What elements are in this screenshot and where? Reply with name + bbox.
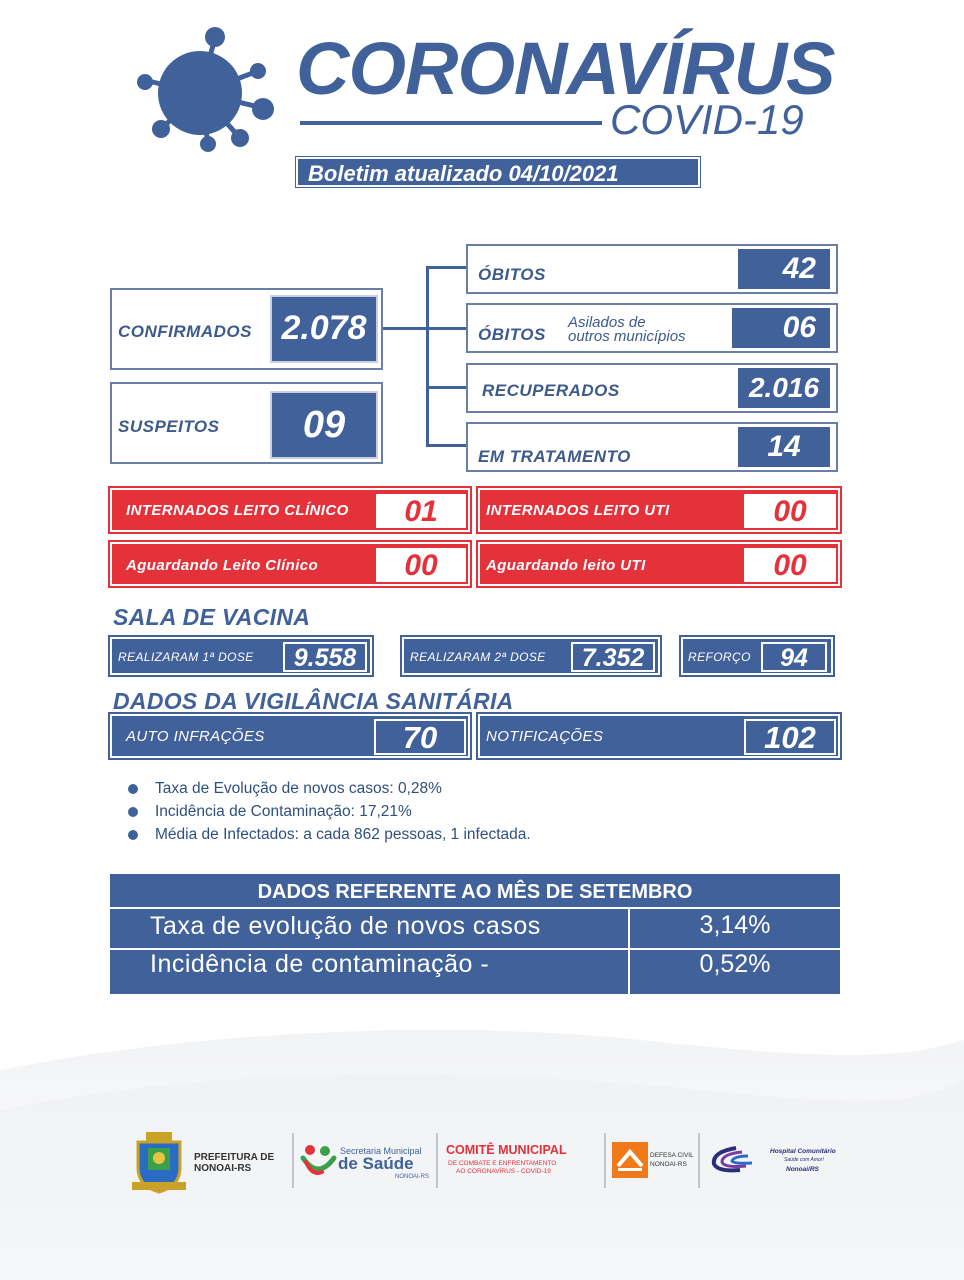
notificacoes-card bbox=[478, 714, 840, 758]
comite-line2: DE COMBATE E ENFRENTAMENTO bbox=[448, 1160, 557, 1167]
dose1-value: 9.558 bbox=[283, 642, 367, 672]
footer-divider bbox=[604, 1133, 606, 1188]
aguardando-clinico-card bbox=[110, 542, 470, 586]
monthly-table-title: DADOS REFERENTE AO MÊS DE SETEMBRO bbox=[257, 881, 693, 903]
footer-divider bbox=[292, 1133, 294, 1188]
internados-clinico-label: INTERNADOS LEITO CLÍNICO bbox=[126, 502, 349, 519]
page-title: CORONAVÍRUS bbox=[296, 27, 835, 110]
defesa-civil-logo-icon bbox=[612, 1142, 648, 1178]
connector-tratamento bbox=[426, 444, 468, 447]
list-item bbox=[128, 824, 531, 847]
saude-line3: NONOAI-RS bbox=[395, 1174, 430, 1180]
bullet-icon bbox=[128, 830, 138, 840]
aguardando-uti-label: Aguardando leito UTI bbox=[486, 557, 646, 574]
internados-uti-label: INTERNADOS LEITO UTI bbox=[486, 502, 670, 519]
confirmados-card bbox=[110, 288, 383, 370]
list-item-text: Incidência de Contaminação: 17,21% bbox=[155, 803, 412, 820]
list-item bbox=[128, 801, 531, 824]
comite-line3: AO CORONAVÍRUS - COVID-19 bbox=[456, 1168, 551, 1175]
indicator-list bbox=[128, 778, 531, 847]
virus-icon bbox=[130, 25, 280, 160]
prefeitura-line2: NONOAI-RS bbox=[194, 1163, 252, 1174]
table-cell-label: Taxa de evolução de novos casos bbox=[150, 912, 541, 940]
bullet-icon bbox=[128, 807, 138, 817]
comite-line1: COMITÊ MUNICIPAL bbox=[446, 1143, 567, 1157]
obitos-asilados-note-2: outros municípios bbox=[568, 328, 686, 345]
footer-divider bbox=[698, 1133, 700, 1188]
prefeitura-coat-of-arms-icon bbox=[128, 1128, 190, 1194]
dose2-card bbox=[402, 637, 660, 675]
reforco-label: REFORÇO bbox=[688, 650, 751, 664]
internados-uti-card bbox=[478, 488, 840, 532]
defesa-line2: NONOAI-RS bbox=[650, 1161, 687, 1168]
page-subtitle: COVID-19 bbox=[610, 96, 804, 143]
table-cell-value: 0,52% bbox=[699, 950, 771, 978]
auto-infracoes-label: AUTO INFRAÇÕES bbox=[126, 728, 265, 745]
obitos-asilados-note-1: Asilados de bbox=[568, 314, 646, 331]
table-cell-label: Incidência de contaminação - bbox=[150, 950, 490, 978]
internados-uti-value: 00 bbox=[744, 494, 836, 528]
suspeitos-card bbox=[110, 382, 383, 464]
dose2-value: 7.352 bbox=[571, 642, 655, 672]
recuperados-label: RECUPERADOS bbox=[482, 381, 620, 400]
recuperados-card bbox=[466, 363, 838, 413]
bulletin-date: Boletim atualizado 04/10/2021 bbox=[296, 157, 700, 187]
reforco-value: 94 bbox=[761, 642, 827, 672]
aguardando-uti-value: 00 bbox=[744, 548, 836, 582]
connector-obitos-asilados bbox=[426, 327, 468, 330]
suspeitos-label: SUSPEITOS bbox=[118, 417, 220, 436]
dose2-label: REALIZARAM 2ª DOSE bbox=[410, 650, 546, 664]
vigilancia-section-title: DADOS DA VIGILÂNCIA SANITÁRIA bbox=[113, 688, 514, 714]
prefeitura-line1: PREFEITURA DE bbox=[194, 1152, 275, 1163]
dose1-label: REALIZARAM 1ª DOSE bbox=[118, 650, 254, 664]
obitos-asilados-value: 06 bbox=[732, 308, 830, 348]
em-tratamento-label: EM TRATAMENTO bbox=[478, 447, 631, 466]
internados-clinico-card bbox=[110, 488, 470, 532]
table-column-divider bbox=[628, 907, 630, 994]
auto-infracoes-value: 70 bbox=[374, 719, 466, 755]
table-row bbox=[110, 909, 840, 950]
notificacoes-value: 102 bbox=[744, 719, 836, 755]
hospital-line1: Hospital Comunitário bbox=[770, 1148, 836, 1155]
monthly-table bbox=[110, 874, 840, 994]
internados-clinico-value: 01 bbox=[376, 494, 466, 528]
defesa-line1: DEFESA CIVIL bbox=[650, 1152, 694, 1159]
confirmados-value: 2.078 bbox=[270, 295, 378, 363]
bullet-icon bbox=[128, 784, 138, 794]
reforco-card bbox=[681, 637, 833, 675]
saude-logo-icon bbox=[298, 1142, 340, 1182]
suspeitos-value: 09 bbox=[270, 391, 378, 459]
saude-line1: Secretaria Municipal bbox=[340, 1146, 422, 1156]
obitos-card bbox=[466, 244, 838, 294]
hospital-line2: Saúde com Amor! bbox=[784, 1157, 824, 1163]
aguardando-uti-card bbox=[478, 542, 840, 586]
obitos-label: ÓBITOS bbox=[478, 265, 546, 284]
dose1-card bbox=[110, 637, 372, 675]
footer-divider bbox=[436, 1133, 438, 1188]
obitos-value: 42 bbox=[738, 249, 830, 289]
auto-infracoes-card bbox=[110, 714, 470, 758]
em-tratamento-card bbox=[466, 422, 838, 472]
hospital-logo-icon bbox=[708, 1144, 768, 1174]
connector-horizontal bbox=[383, 327, 428, 330]
list-item bbox=[128, 778, 531, 801]
obitos-asilados-card bbox=[466, 303, 838, 353]
obitos-asilados-label: ÓBITOS bbox=[478, 325, 546, 344]
list-item-text: Média de Infectados: a cada 862 pessoas, 1 infectada. bbox=[155, 826, 531, 843]
aguardando-clinico-label: Aguardando Leito Clínico bbox=[126, 557, 319, 574]
connector-vertical bbox=[426, 266, 429, 446]
notificacoes-label: NOTIFICAÇÕES bbox=[486, 728, 604, 745]
hospital-line3: Nonoai/RS bbox=[786, 1166, 819, 1173]
aguardando-clinico-value: 00 bbox=[376, 548, 466, 582]
connector-recuperados bbox=[426, 386, 468, 389]
table-cell-value: 3,14% bbox=[699, 911, 771, 939]
confirmados-label: CONFIRMADOS bbox=[118, 322, 252, 341]
recuperados-value: 2.016 bbox=[738, 368, 830, 408]
table-row bbox=[110, 950, 840, 991]
saude-line2: de Saúde bbox=[338, 1154, 414, 1173]
title-divider bbox=[300, 121, 602, 125]
vacina-section-title: SALA DE VACINA bbox=[113, 604, 311, 630]
em-tratamento-value: 14 bbox=[738, 427, 830, 467]
connector-obitos bbox=[426, 266, 468, 269]
list-item-text: Taxa de Evolução de novos casos: 0,28% bbox=[155, 780, 442, 797]
